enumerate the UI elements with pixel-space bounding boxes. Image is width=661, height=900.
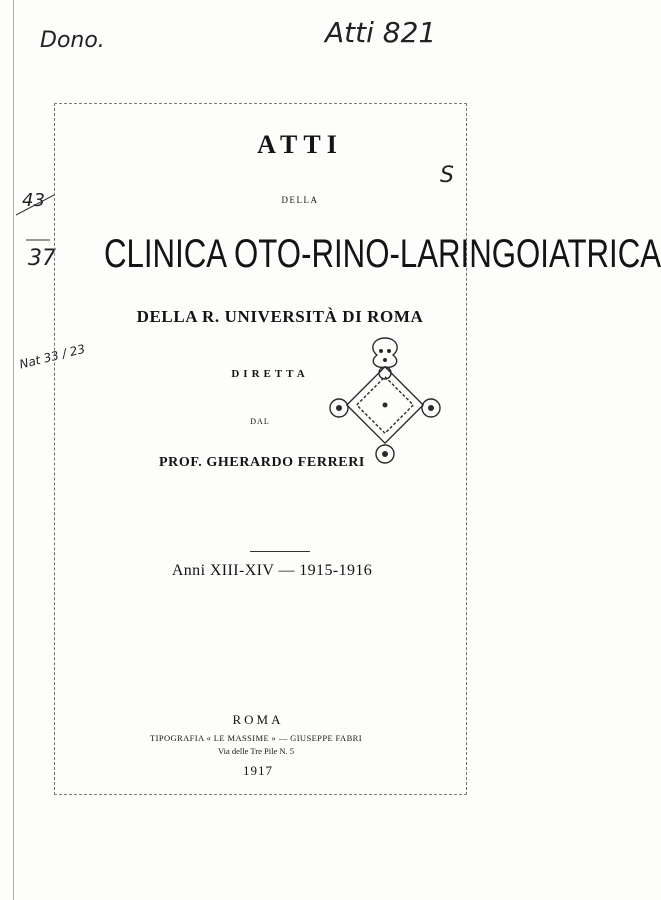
handwritten-margin-43: 43 bbox=[22, 190, 45, 211]
title-diretta: DIRETTA bbox=[231, 368, 309, 380]
handwritten-margin-note: Nat 33 / 23 bbox=[18, 341, 87, 372]
title-della: DELLA bbox=[281, 195, 319, 205]
handwritten-s: S bbox=[440, 163, 454, 188]
handwritten-margin-37: 37 bbox=[28, 246, 56, 271]
imprint-printer: TIPOGRAFIA « LE MASSIME » — GIUSEPPE FABRI bbox=[150, 733, 362, 743]
title-separator-rule bbox=[250, 551, 310, 552]
title-atti: ATTI bbox=[257, 130, 343, 159]
imprint-city: ROMA bbox=[232, 712, 284, 727]
title-professor: PROF. GHERARDO FERRERI bbox=[159, 455, 365, 470]
title-universita: DELLA R. UNIVERSITÀ DI ROMA bbox=[136, 307, 424, 326]
title-clinica: CLINICA OTO-RINO-LARINGOIATRICA bbox=[104, 232, 661, 276]
imprint-year: 1917 bbox=[243, 763, 273, 778]
title-dal: DAL bbox=[250, 417, 270, 426]
library-stamp-icon bbox=[325, 333, 445, 468]
handwritten-atti-number: Atti 821 bbox=[325, 16, 437, 49]
imprint-address: Via delle Tre Pile N. 5 bbox=[218, 746, 294, 756]
handwritten-dono: Dono. bbox=[40, 28, 105, 53]
edition-years: Anni XIII-XIV — 1915-1916 bbox=[171, 562, 373, 579]
